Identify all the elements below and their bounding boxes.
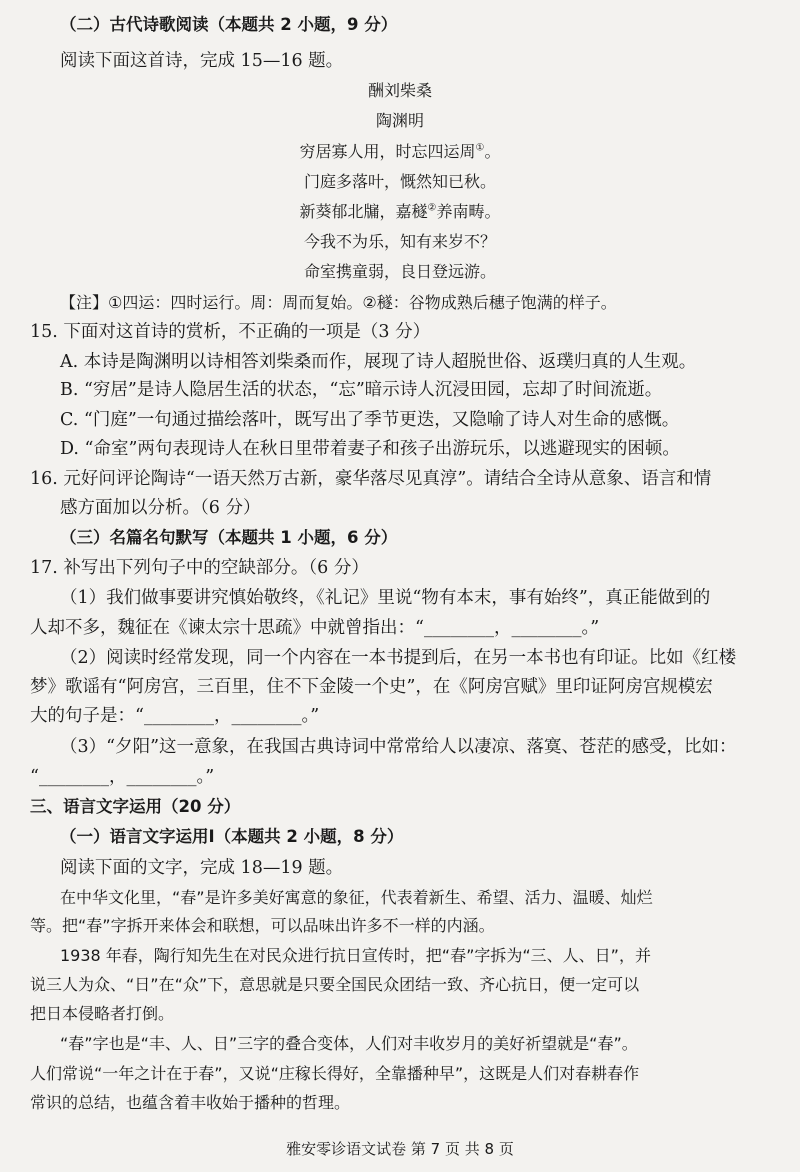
question-15-option-b: B. “穷居”是诗人隐居生活的状态，“忘”暗示诗人沉浸田园，忘却了时间流逝。 [60,380,663,400]
poem-line [0,141,800,163]
passage-p3-line2: 人们常说“一年之计在于春”，又说“庄稼长得好，全靠播种早”，这既是人们对春耕春作 [30,1064,640,1083]
passage-p1-line1: 在中华文化里，“春”是许多美好寓意的象征，代表着新生、希望、活力、温暖、灿烂 [60,888,653,907]
question-17-item1-line1: （1）我们做事要讲究慎始敬终，《礼记》里说“物有本末，事有始终”，真正能做到的 [60,588,711,608]
footnote-mark: ② [427,202,437,214]
question-17-item3-line1: （3）“夕阳”这一意象，在我国古典诗词中常常给人以凄凉、落寞、苍茫的感受，比如： [60,737,737,757]
question-16-line2: 感方面加以分析。（6 分） [60,498,261,518]
poem-line [0,171,800,193]
passage-p2-line1: 1938 年春，陶行知先生在对民众进行抗日宣传时，把“春”字拆为“三、人、日”，并 [60,946,651,965]
passage-p3-line3: 常识的总结，也蕴含着丰收始于播种的哲理。 [30,1093,351,1112]
question-16-line1: 16. 元好问评论陶诗“一语天然万古新，豪华落尽见真淳”。请结合全诗从意象、语言和情 [30,469,712,489]
section-heading-poetry: （二）古代诗歌阅读（本题共 2 小题，9 分） [60,15,398,34]
language-instruction: 阅读下面的文字，完成 18—19 题。 [60,858,344,878]
question-15-option-a: A. 本诗是陶渊明以诗相答刘柴桑而作，展现了诗人超脱世俗、返璞归真的人生观。 [60,352,697,372]
passage-p2-line3: 把日本侵略者打倒。 [30,1004,175,1023]
part-heading-language: 三、语言文字运用（20 分） [30,797,241,816]
poem-line-rest: 。 [484,142,501,161]
section-heading-language-1: （一）语言文字运用Ⅰ（本题共 2 小题，8 分） [60,827,404,846]
question-17-item2-line2: 梦》歌谣有“阿房宫，三百里，住不下金陵一个史”，在《阿房宫赋》里印证阿房宫规模宏 [30,677,713,697]
question-15-stem: 15. 下面对这首诗的赏析，不正确的一项是（3 分） [30,322,431,342]
poem-line-text: 今我不为乐，知有来岁不？ [303,232,496,251]
poem-line-text: 命室携童弱，良日登远游。 [303,262,496,281]
question-15-option-d: D. “命室”两句表现诗人在秋日里带着妻子和孩子出游玩乐，以逃避现实的困顿。 [60,439,680,459]
poem-author: 陶渊明 [375,111,424,130]
poem-line [0,261,800,283]
poetry-instruction: 阅读下面这首诗，完成 15—16 题。 [60,51,344,71]
question-17-item2-line1: （2）阅读时经常发现，同一个内容在一本书提到后，在另一本书也有印证。比如《红楼 [60,648,737,668]
poem-line-rest: 养南畴。 [436,202,501,221]
question-17-item3-line2: “________，________。” [30,767,215,787]
poem-line [0,201,800,223]
poem-title: 酬刘柴桑 [367,81,432,100]
section-heading-dictation: （三）名篇名句默写（本题共 1 小题，6 分） [60,528,398,547]
page-footer: 雅安零诊语文试卷 第 7 页 共 8 页 [286,1140,514,1158]
question-17-item2-line3: 大的句子是：“________，________。” [30,706,320,726]
question-17-stem: 17. 补写出下列句子中的空缺部分。（6 分） [30,558,369,578]
passage-p1-line2: 等。把“春”字拆开来体会和联想，可以品味出许多不一样的内涵。 [30,916,495,935]
poem-note: 【注】①四运：四时运行。周：周而复始。②穟：谷物成熟后穗子饱满的样子。 [60,293,617,312]
question-17-item1-line2: 人却不多，魏征在《谏太宗十思疏》中就曾指出：“________，________。” [30,618,600,638]
poem-line-text: 穷居寡人用，时忘四运周 [299,142,476,161]
footnote-mark: ① [475,142,485,154]
question-15-option-c: C. “门庭”一句通过描绘落叶，既写出了季节更迭，又隐喻了诗人对生命的感慨。 [60,410,680,430]
poem-line [0,231,800,253]
passage-p3-line1: “春”字也是“丰、人、日”三字的叠合变体，人们对丰收岁月的美好祈望就是“春”。 [60,1034,638,1053]
passage-p2-line2: 说三人为众、“日”在“众”下，意思就是只要全国民众团结一致、齐心抗日，便一定可以 [30,975,640,994]
poem-line-text: 门庭多落叶，慨然知已秋。 [303,172,496,191]
poem-line-text: 新葵郁北牖，嘉穟 [299,202,428,221]
